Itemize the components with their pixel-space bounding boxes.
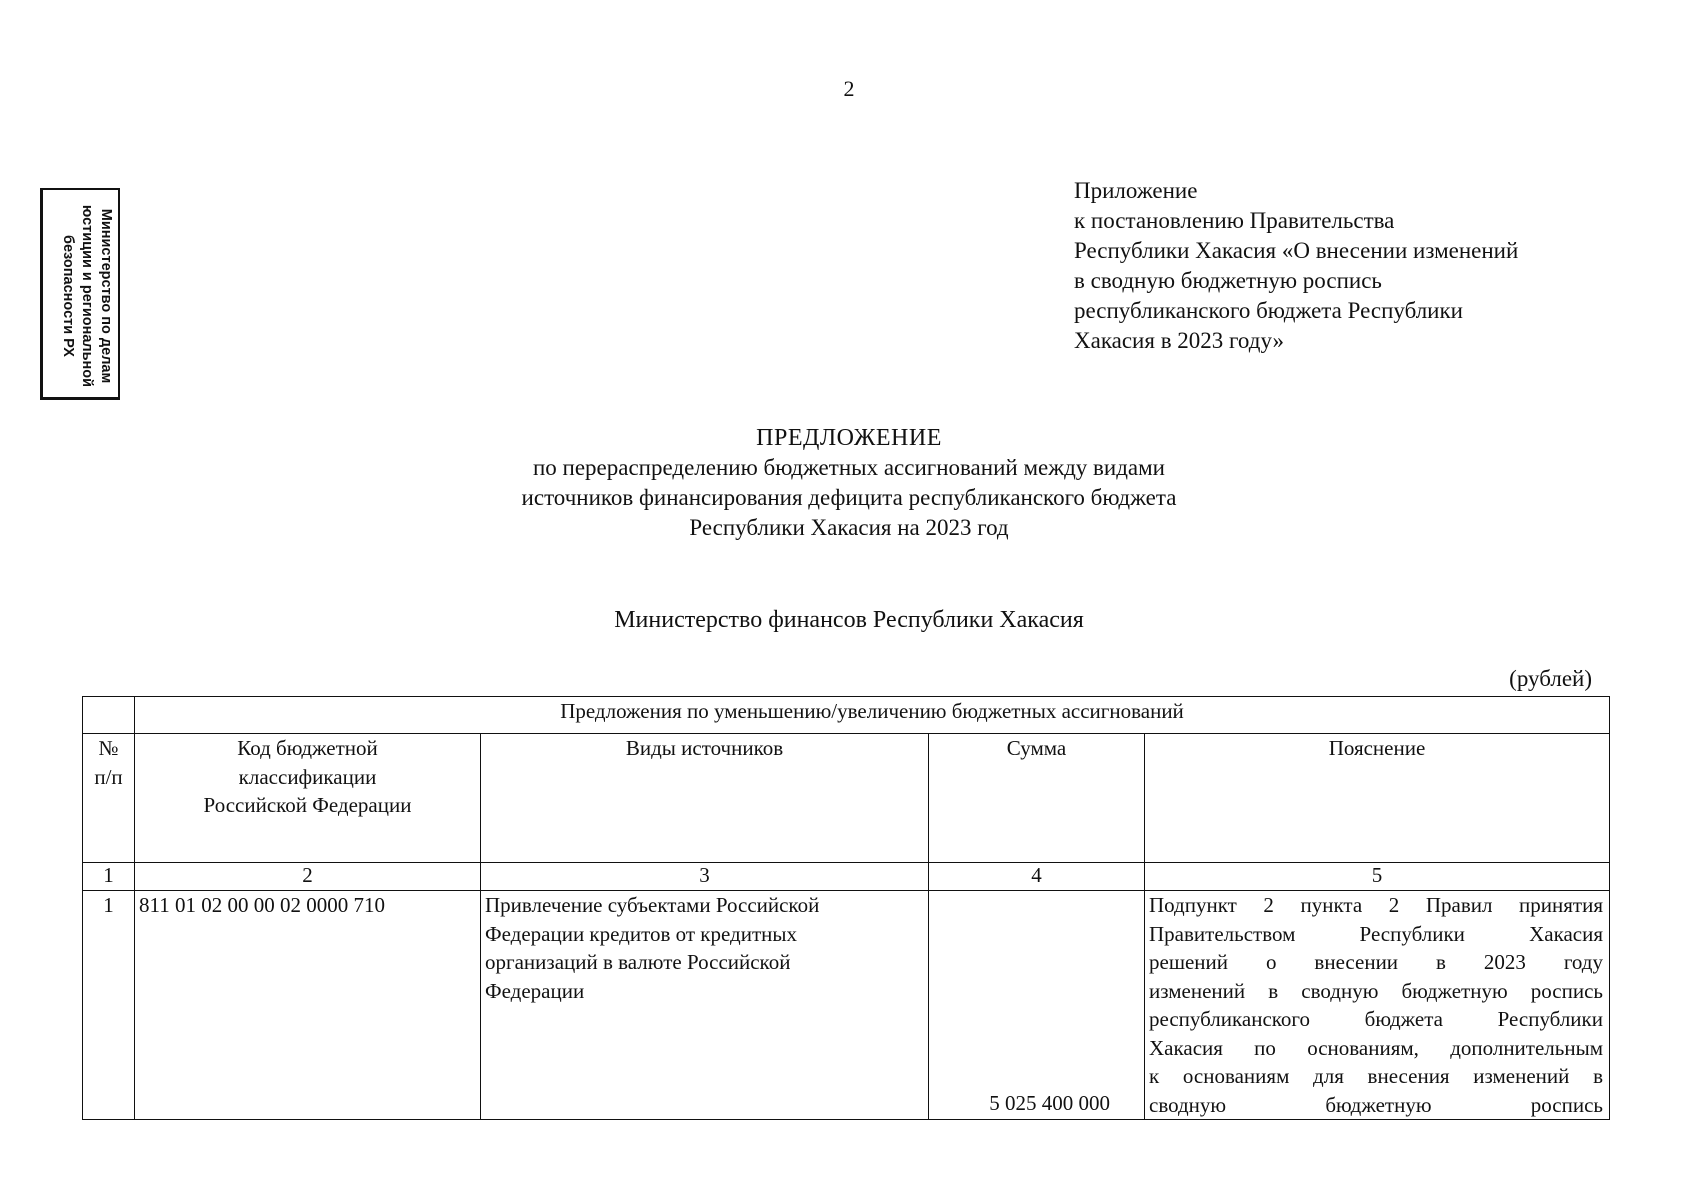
row-note-line: решений о внесении в 2023 году	[1149, 950, 1603, 974]
row-note-line: Правительством Республики Хакасия	[1149, 921, 1603, 946]
stamp-text	[43, 190, 123, 402]
column-index-cell: 4	[929, 863, 1145, 891]
row-sum-value: 5 025 400 000	[989, 1090, 1110, 1115]
appendix-line: в сводную бюджетную роспись	[1074, 268, 1382, 293]
row-note-line: Подпункт 2 пункта 2 Правил принятия	[1149, 893, 1603, 917]
document-title	[0, 423, 1698, 543]
title-line: источников финансирования дефицита республиканского бюджета	[521, 485, 1177, 510]
header-sum: Сумма	[929, 734, 1145, 863]
row-note-line: Хакасия по основаниям, дополнительным	[1149, 1035, 1603, 1060]
column-index-cell: 5	[1145, 863, 1610, 891]
appendix-line: Приложение	[1074, 178, 1198, 203]
row-type-line: Федерации кредитов от кредитных	[485, 921, 798, 946]
appendix-line: Республики Хакасия «О внесении изменений	[1074, 238, 1519, 263]
row-num-cell: 1	[83, 891, 135, 1120]
row-type-line: организаций в валюте Российской	[485, 950, 791, 974]
column-index-cell: 1	[83, 863, 135, 891]
header-code	[135, 734, 481, 863]
registration-stamp	[40, 188, 120, 400]
page-number: 2	[843, 76, 855, 101]
table-row	[83, 891, 1610, 1120]
table-header-row	[83, 734, 1610, 863]
row-note-line: к основаниям для внесения изменений в	[1149, 1064, 1603, 1088]
table-group-header-row	[83, 697, 1610, 734]
stamp-line: безопасности РХ	[60, 235, 76, 357]
header-note: Пояснение	[1145, 734, 1610, 863]
row-code-cell: 811 01 02 00 00 02 0000 710	[135, 891, 481, 1120]
appendix-note	[1074, 176, 1518, 356]
group-header-empty-cell	[83, 697, 135, 734]
appendix-line: к постановлению Правительства	[1074, 208, 1395, 233]
column-index-cell: 3	[481, 863, 929, 891]
appendix-line: Хакасия в 2023 году»	[1074, 328, 1285, 353]
row-type-cell	[481, 891, 929, 1120]
row-note-line: сводную бюджетную роспись	[1149, 1092, 1603, 1117]
title-line: Республики Хакасия на 2023 год	[689, 515, 1009, 540]
column-index-row	[83, 863, 1610, 891]
row-type-line: Федерации	[485, 978, 585, 1003]
header-num-line: №	[98, 736, 119, 760]
header-code-line: Российской Федерации	[203, 793, 412, 817]
title-main: ПРЕДЛОЖЕНИЕ	[756, 425, 942, 451]
row-note-line: изменений в сводную бюджетную роспись	[1149, 978, 1603, 1003]
row-note-cell	[1145, 891, 1610, 1120]
header-num-line: п/п	[94, 764, 123, 789]
group-header-cell: Предложения по уменьшению/увеличению бюджетных ассигнований	[135, 697, 1610, 734]
column-index-cell: 2	[135, 863, 481, 891]
row-note-line: республиканского бюджета Республики	[1149, 1007, 1603, 1031]
row-type-line: Привлечение субъектами Российской	[485, 893, 820, 917]
title-line: по перераспределению бюджетных ассигнований между видами	[532, 455, 1165, 480]
header-type: Виды источников	[481, 734, 929, 863]
row-sum-cell	[929, 891, 1145, 1120]
header-num	[83, 734, 135, 863]
stamp-line: Министерство по делам	[98, 208, 114, 384]
appendix-line: республиканского бюджета Республики	[1074, 298, 1463, 323]
budget-table	[82, 696, 1610, 1120]
header-code-line: классификации	[238, 764, 377, 789]
header-code-line: Код бюджетной	[237, 736, 378, 760]
ministry-name: Министерство финансов Республики Хакасия	[614, 607, 1084, 633]
units-label: (рублей)	[1509, 666, 1592, 691]
stamp-line: юстиции и региональной	[79, 204, 95, 388]
